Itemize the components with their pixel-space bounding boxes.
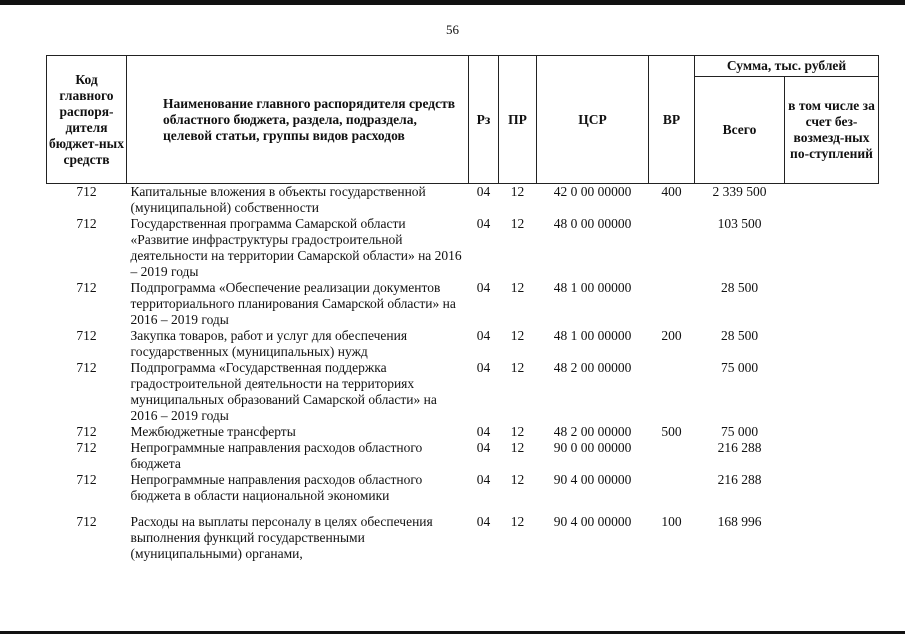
cell-vr [649, 440, 695, 472]
table-row [47, 280, 879, 328]
cell-rz: 04 [476, 440, 491, 455]
cell-rz: 04 [476, 514, 491, 529]
cell-pr: 12 [510, 514, 525, 529]
table-row [47, 184, 879, 217]
cell-rz: 04 [476, 280, 491, 295]
cell-vr [649, 280, 695, 328]
cell-pr: 12 [510, 472, 525, 487]
cell-pr: 12 [510, 360, 525, 375]
cell-code: 712 [76, 472, 97, 487]
header-rz: Рз [469, 56, 499, 184]
cell-name: Капитальные вложения в объекты государственной (муниципальной) собственности [130, 184, 426, 215]
cell-pr: 12 [510, 328, 525, 343]
header-csr: ЦСР [537, 56, 649, 184]
cell-bez [785, 280, 879, 328]
cell-code: 712 [76, 424, 97, 439]
cell-rz: 04 [476, 328, 491, 343]
table-row [47, 360, 879, 424]
table-row [47, 328, 879, 360]
cell-rz: 04 [476, 216, 491, 231]
top-border-line [0, 0, 905, 5]
cell-code: 712 [76, 184, 97, 199]
bottom-border-line [0, 631, 905, 634]
cell-total: 216 288 [717, 440, 762, 455]
table-row [47, 440, 879, 472]
cell-rz: 04 [476, 472, 491, 487]
cell-pr: 12 [510, 424, 525, 439]
cell-total: 2 339 500 [712, 184, 767, 199]
cell-code: 712 [76, 514, 97, 529]
cell-bez [785, 514, 879, 562]
cell-code: 712 [76, 328, 97, 343]
header-pr: ПР [499, 56, 537, 184]
cell-vr: 400 [661, 184, 682, 199]
row-spacer [47, 504, 879, 514]
cell-pr: 12 [510, 280, 525, 295]
table-body [47, 184, 879, 563]
cell-name: Государственная программа Самарской области «Развитие инфраструктуры градостроительной деятельности на территории Самарской области» на 2016 – 2019 годы [130, 216, 462, 279]
cell-total: 75 000 [720, 424, 759, 439]
cell-name: Межбюджетные трансферты [130, 424, 296, 439]
cell-csr: 48 2 00 00000 [553, 424, 632, 439]
cell-code: 712 [76, 280, 97, 295]
cell-bez [785, 424, 879, 440]
cell-csr: 90 4 00 00000 [553, 514, 632, 529]
cell-csr: 90 0 00 00000 [553, 440, 632, 455]
cell-total: 28 500 [720, 328, 759, 343]
cell-name: Расходы на выплаты персоналу в целях обеспечения выполнения функций государственными (муниципальными) органами, [130, 514, 433, 561]
cell-rz: 04 [476, 424, 491, 439]
page-number: 56 [446, 22, 459, 37]
cell-total: 216 288 [717, 472, 762, 487]
cell-vr [649, 472, 695, 504]
cell-name: Подпрограмма «Обеспечение реализации документов территориального планирования Самарской области» на 2016 – 2019 годы [130, 280, 456, 327]
cell-bez [785, 184, 879, 217]
cell-rz: 04 [476, 184, 491, 199]
cell-csr: 90 4 00 00000 [553, 472, 632, 487]
cell-vr: 100 [661, 514, 682, 529]
cell-pr: 12 [510, 184, 525, 199]
cell-csr: 48 1 00 00000 [553, 328, 632, 343]
header-code: Код главного распоря-дителя бюджет-ных средств [47, 56, 127, 184]
header-name: Наименование главного распорядителя средств областного бюджета, раздела, подраздела, целевой статьи, группы видов расходов [127, 56, 469, 184]
header-vr: ВР [649, 56, 695, 184]
cell-total: 28 500 [720, 280, 759, 295]
table-row [47, 216, 879, 280]
cell-csr: 48 0 00 00000 [553, 216, 632, 231]
cell-vr [649, 360, 695, 424]
budget-table [46, 55, 879, 562]
cell-total: 103 500 [717, 216, 762, 231]
cell-name: Подпрограмма «Государственная поддержка градостроительной деятельности на территориях муниципальных образований Самарской области» на 2016 – 2019 годы [130, 360, 437, 423]
cell-name: Непрограммные направления расходов областного бюджета в области национальной экономики [130, 472, 423, 503]
cell-vr: 500 [661, 424, 682, 439]
cell-code: 712 [76, 216, 97, 231]
cell-vr: 200 [661, 328, 682, 343]
header-total: Всего [695, 77, 785, 184]
cell-csr: 42 0 00 00000 [553, 184, 632, 199]
cell-total: 168 996 [717, 514, 762, 529]
cell-bez [785, 216, 879, 280]
cell-csr: 48 2 00 00000 [553, 360, 632, 375]
cell-csr: 48 1 00 00000 [553, 280, 632, 295]
cell-vr [649, 216, 695, 280]
cell-pr: 12 [510, 216, 525, 231]
cell-name: Непрограммные направления расходов областного бюджета [130, 440, 423, 471]
cell-code: 712 [76, 360, 97, 375]
cell-bez [785, 328, 879, 360]
cell-name: Закупка товаров, работ и услуг для обеспечения государственных (муниципальных) нужд [130, 328, 408, 359]
cell-total: 75 000 [720, 360, 759, 375]
table-row [47, 472, 879, 504]
cell-rz: 04 [476, 360, 491, 375]
table-row [47, 424, 879, 440]
cell-pr: 12 [510, 440, 525, 455]
header-bez: в том числе за счет без-возмезд-ных по-ступлений [785, 77, 879, 184]
cell-code: 712 [76, 440, 97, 455]
table-row [47, 514, 879, 562]
cell-bez [785, 472, 879, 504]
header-sum: Сумма, тыс. рублей [695, 56, 879, 77]
cell-bez [785, 440, 879, 472]
cell-bez [785, 360, 879, 424]
